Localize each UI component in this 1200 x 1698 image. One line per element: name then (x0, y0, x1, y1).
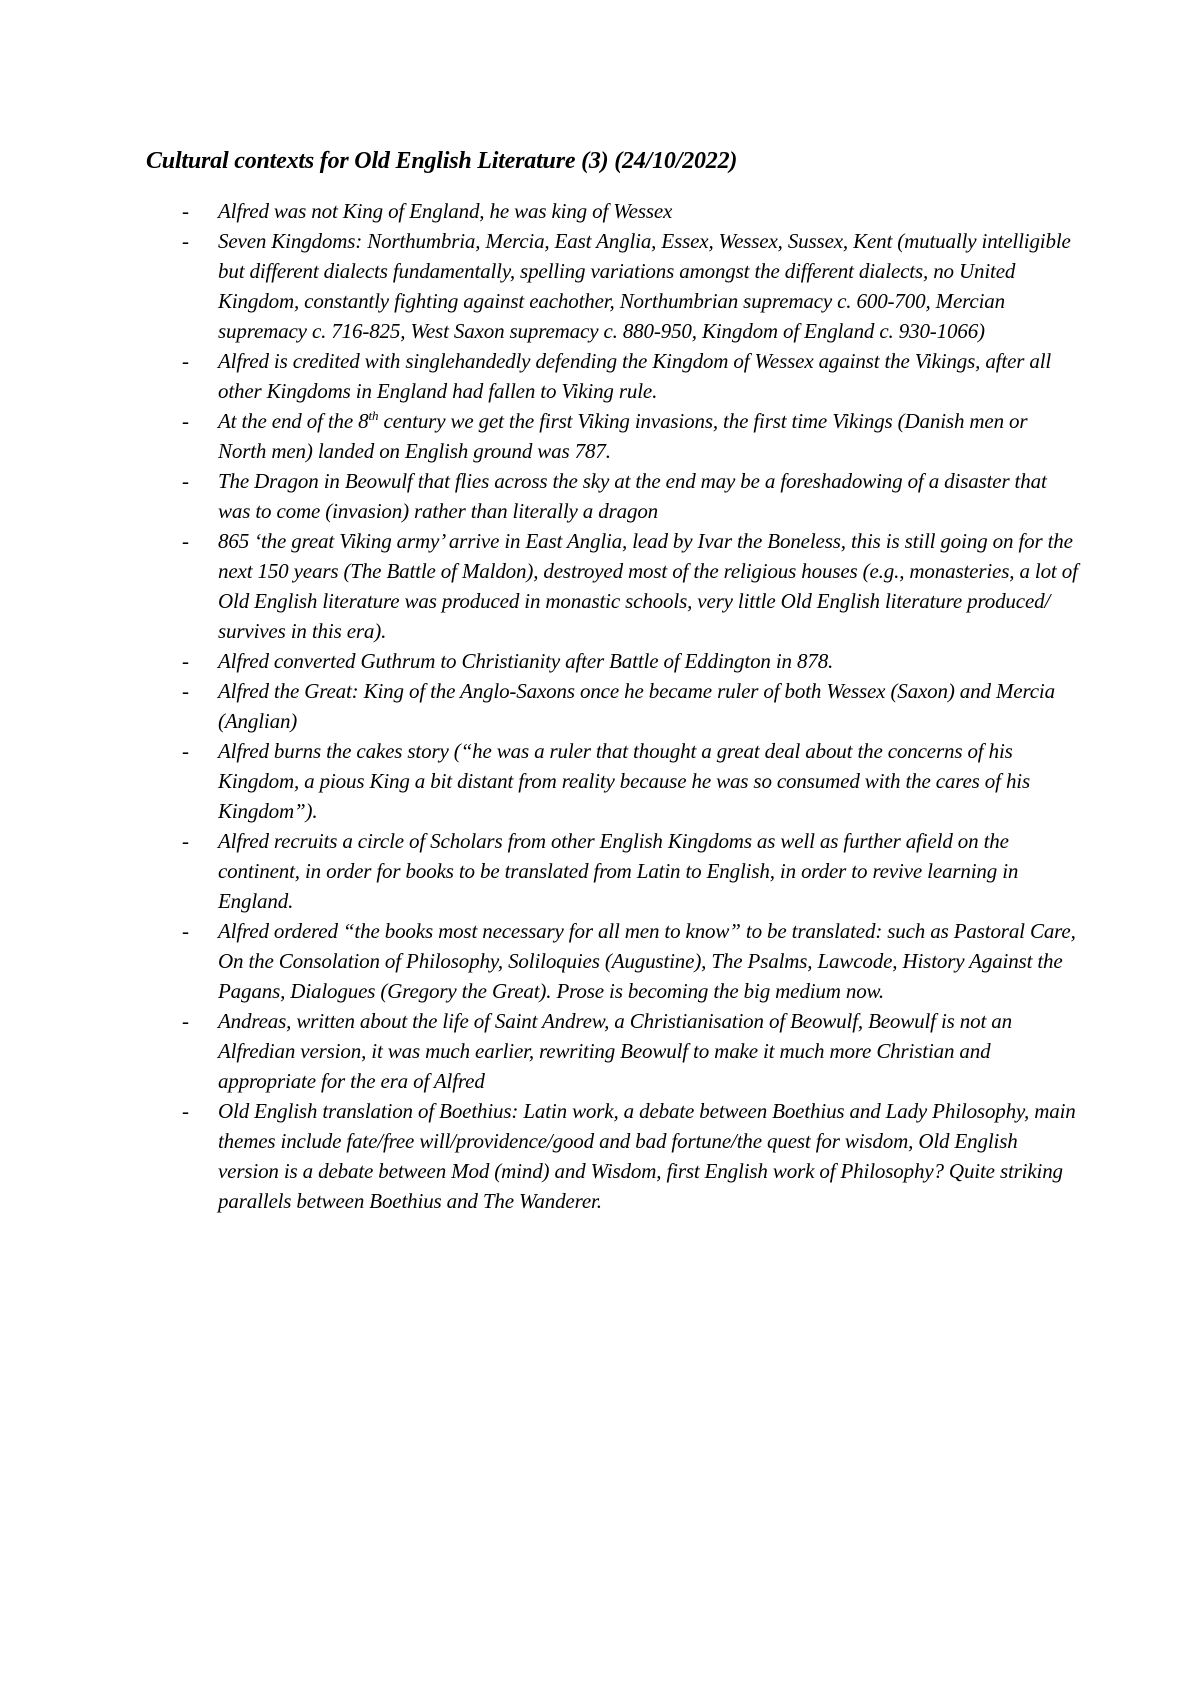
note-item (180, 736, 1080, 826)
bullet-dash: - (182, 739, 189, 763)
note-text: Old English translation of Boethius: Latin work, a debate between Boethius and Lady Philosophy, main themes include fate/free will/providence/good and bad fortune/the quest for wisdom, Old English version is a debate between Mod (mind) and Wisdom, first English work of Philosophy? Quite striking parallels between Boethius and The Wanderer. (218, 1099, 1076, 1213)
document-title: Cultural contexts for Old English Literature (3) (24/10/2022) (146, 148, 738, 174)
note-item (180, 1006, 1080, 1096)
note-text-start: At the end of the 8 (218, 409, 369, 433)
bullet-dash: - (182, 1099, 189, 1123)
note-text: Alfred is credited with singlehandedly defending the Kingdom of Wessex against the Vikings, after all other Kingdoms in England had fallen to Viking rule. (218, 349, 1052, 403)
note-text: The Dragon in Beowulf that flies across the sky at the end may be a foreshadowing of a disaster that was to come (invasion) rather than literally a dragon (218, 469, 1047, 523)
bullet-dash: - (182, 229, 189, 253)
note-item (180, 526, 1080, 646)
note-item (180, 196, 1080, 226)
bullet-dash: - (182, 679, 189, 703)
note-item (180, 916, 1080, 1006)
note-item (180, 346, 1080, 406)
note-item (180, 676, 1080, 736)
note-item (180, 466, 1080, 526)
bullet-dash: - (182, 409, 189, 433)
note-text: Andreas, written about the life of Saint Andrew, a Christianisation of Beowulf, Beowulf is not an Alfredian version, it was much earlier, rewriting Beowulf to make it much more Christian and appropriate for the era of Alfred (218, 1009, 1012, 1093)
note-text: Alfred burns the cakes story (“he was a ruler that thought a great deal about the concerns of his Kingdom, a pious King a bit distant from reality because he was so consumed with the cares of his Kingdom”). (218, 739, 1030, 823)
note-item (180, 406, 1080, 466)
note-item (180, 1096, 1080, 1216)
notes-list (180, 196, 1080, 1216)
note-item (180, 646, 1080, 676)
bullet-dash: - (182, 919, 189, 943)
bullet-dash: - (182, 349, 189, 373)
bullet-dash: - (182, 199, 189, 223)
note-text-end: century we get the first Viking invasions, the first time Vikings (Danish men or North men) landed on English ground was 787. (218, 409, 1028, 463)
note-item (180, 826, 1080, 916)
bullet-dash: - (182, 469, 189, 493)
note-text: Alfred converted Guthrum to Christianity after Battle of Eddington in 878. (218, 649, 834, 673)
note-text: Alfred the Great: King of the Anglo-Saxons once he became ruler of both Wessex (Saxon) and Mercia (Anglian) (218, 679, 1055, 733)
note-text: Alfred ordered “the books most necessary for all men to know” to be translated: such as Pastoral Care, On the Consolation of Philosophy, Soliloquies (Augustine), The Psalms, Lawcode, History Against the Pagans, Dialogues (Gregory the Great). Prose is becoming the big medium now. (218, 919, 1076, 1003)
note-text: Seven Kingdoms: Northumbria, Mercia, East Anglia, Essex, Wessex, Sussex, Kent (mutually intelligible but different dialects fundamentally, spelling variations amongst the different dialects, no United Kingdom, constantly fighting against eachother, Northumbrian supremacy c. 600-700, Mercian supremacy c. 716-825, West Saxon supremacy c. 880-950, Kingdom of England c. 930-1066) (218, 229, 1071, 343)
bullet-dash: - (182, 649, 189, 673)
bullet-dash: - (182, 529, 189, 553)
note-text: Alfred was not King of England, he was king of Wessex (218, 199, 673, 223)
note-text: 865 ‘the great Viking army’ arrive in East Anglia, lead by Ivar the Boneless, this is still going on for the next 150 years (The Battle of Maldon), destroyed most of the religious houses (e.g., monasteries, a lot of Old English literature was produced in monastic schools, very little Old English literature produced/ survives in this era). (218, 529, 1078, 643)
ordinal-suffix: th (368, 408, 379, 423)
note-text: Alfred recruits a circle of Scholars from other English Kingdoms as well as further afield on the continent, in order for books to be translated from Latin to English, in order to revive learning in England. (218, 829, 1019, 913)
note-item (180, 226, 1080, 346)
bullet-dash: - (182, 829, 189, 853)
bullet-dash: - (182, 1009, 189, 1033)
